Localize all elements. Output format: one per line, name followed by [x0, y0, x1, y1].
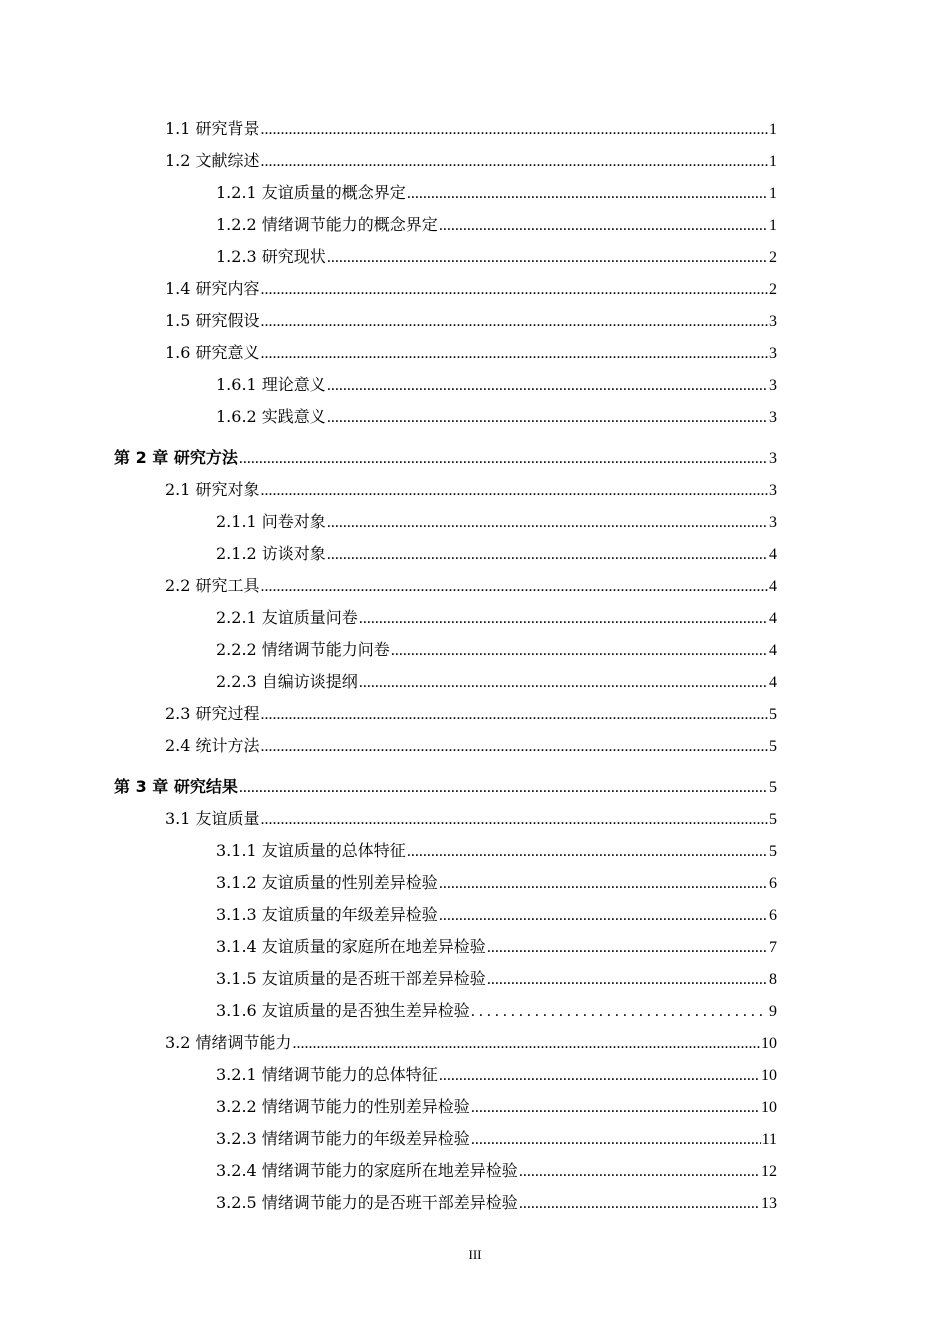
- toc-entry-page: 6: [769, 907, 777, 924]
- toc-leader-dots: [327, 242, 768, 274]
- toc-leader-dots: [487, 964, 768, 996]
- toc-entry-title: 1.2.2 情绪调节能力的概念界定: [216, 215, 438, 234]
- toc-entry-page: 3: [769, 514, 777, 531]
- toc-leader-dots: [293, 1028, 760, 1060]
- toc-leader-dots: [519, 1188, 760, 1220]
- toc-entry-title: 1.5 研究假设: [165, 311, 260, 330]
- toc-entry-page: 5: [769, 779, 777, 796]
- toc-entry-title: 第 3 章 研究结果: [114, 777, 238, 796]
- toc-entry-page: 10: [761, 1099, 777, 1116]
- toc-entry-title: 3.1.3 友谊质量的年级差异检验: [216, 905, 438, 924]
- toc-entry-title: 2.3 研究过程: [165, 704, 260, 723]
- toc-entry-page: 4: [769, 610, 777, 627]
- toc-entry-title: 3.2 情绪调节能力: [165, 1033, 292, 1052]
- toc-entry[interactable]: [0, 1091, 777, 1123]
- toc-entry-title: 1.1 研究背景: [165, 119, 260, 138]
- toc-leader-dots: [439, 900, 768, 932]
- toc-leader-dots: [261, 114, 768, 146]
- toc-entry-page: 2: [769, 281, 777, 298]
- toc-entry-title: 3.2.3 情绪调节能力的年级差异检验: [216, 1129, 470, 1148]
- toc-entry[interactable]: [0, 1123, 777, 1155]
- toc-entry-page: 3: [769, 377, 777, 394]
- toc-entry-title: 3.2.1 情绪调节能力的总体特征: [216, 1065, 438, 1084]
- toc-leader-dots: [471, 1124, 761, 1156]
- toc-entry[interactable]: [0, 337, 777, 369]
- toc-chapter-entry[interactable]: [0, 771, 777, 803]
- toc-entry-title: 1.6.2 实践意义: [216, 407, 326, 426]
- toc-entry-title: 2.1 研究对象: [165, 480, 260, 499]
- toc-entry-page: 9: [769, 1003, 777, 1020]
- toc-entry[interactable]: [0, 177, 777, 209]
- toc-entry-page: 10: [761, 1035, 777, 1052]
- toc-leader-dots: [261, 306, 768, 338]
- toc-entry[interactable]: [0, 602, 777, 634]
- toc-entry[interactable]: [0, 963, 777, 995]
- toc-entry-page: 13: [761, 1195, 777, 1212]
- toc-leader-dots: [327, 507, 768, 539]
- toc-entry[interactable]: [0, 113, 777, 145]
- toc-entry-title: 1.2.1 友谊质量的概念界定: [216, 183, 406, 202]
- toc-entry-page: 4: [769, 642, 777, 659]
- toc-entry-title: 3.1.2 友谊质量的性别差异检验: [216, 873, 438, 892]
- toc-leader-dots: [487, 932, 768, 964]
- toc-entry-title: 1.4 研究内容: [165, 279, 260, 298]
- toc-entry-page: 5: [769, 843, 777, 860]
- toc-entry-page: 3: [769, 345, 777, 362]
- toc-leader-dots: [327, 370, 768, 402]
- toc-leader-dots: [239, 772, 768, 804]
- toc-entry-page: 3: [769, 482, 777, 499]
- toc-leader-dots: [519, 1156, 760, 1188]
- toc-leader-dots: [359, 667, 768, 699]
- toc-entry-title: 3.1.5 友谊质量的是否班干部差异检验: [216, 969, 486, 988]
- table-of-contents: [0, 113, 950, 1219]
- toc-leader-dots: [327, 539, 768, 571]
- toc-entry-page: 12: [761, 1163, 777, 1180]
- toc-leader-dots: [391, 635, 768, 667]
- toc-leader-dots: [261, 146, 768, 178]
- toc-leader-dots: [471, 1092, 760, 1124]
- toc-entry[interactable]: [0, 899, 777, 931]
- toc-leader-dots: [261, 699, 768, 731]
- toc-entry-title: 3.1.6 友谊质量的是否独生差异检验: [216, 1001, 470, 1020]
- toc-leader-dots: [327, 402, 768, 434]
- toc-entry[interactable]: [0, 506, 777, 538]
- toc-entry[interactable]: [0, 995, 777, 1027]
- toc-entry-page: 3: [769, 409, 777, 426]
- toc-entry-page: 6: [769, 875, 777, 892]
- toc-entry-page: 2: [769, 249, 777, 266]
- toc-entry-page: 3: [769, 313, 777, 330]
- toc-entry[interactable]: [0, 730, 777, 762]
- toc-entry[interactable]: [0, 1059, 777, 1091]
- toc-entry[interactable]: [0, 369, 777, 401]
- toc-entry-title: 2.2 研究工具: [165, 576, 260, 595]
- toc-entry[interactable]: [0, 1155, 777, 1187]
- toc-entry[interactable]: [0, 474, 777, 506]
- toc-leader-dots: [239, 443, 768, 475]
- toc-entry-title: 1.2.3 研究现状: [216, 247, 326, 266]
- toc-entry[interactable]: [0, 867, 777, 899]
- toc-leader-dots: [261, 475, 768, 507]
- toc-leader-dots: [359, 603, 768, 635]
- toc-leader-dots: [439, 1060, 760, 1092]
- toc-entry-title: 3.1.1 友谊质量的总体特征: [216, 841, 406, 860]
- toc-leader-dots: [471, 996, 768, 1028]
- toc-entry-title: 3.2.4 情绪调节能力的家庭所在地差异检验: [216, 1161, 518, 1180]
- toc-leader-dots: [439, 868, 768, 900]
- toc-entry-title: 3.2.5 情绪调节能力的是否班干部差异检验: [216, 1193, 518, 1212]
- toc-entry-title: 3.1 友谊质量: [165, 809, 260, 828]
- toc-entry-page: 1: [769, 217, 777, 234]
- toc-entry-page: 1: [769, 185, 777, 202]
- toc-entry[interactable]: [0, 666, 777, 698]
- toc-entry[interactable]: [0, 931, 777, 963]
- toc-entry-title: 2.1.1 问卷对象: [216, 512, 326, 531]
- toc-entry-page: 4: [769, 674, 777, 691]
- toc-leader-dots: [261, 571, 768, 603]
- toc-entry-page: 4: [769, 546, 777, 563]
- toc-leader-dots: [261, 274, 768, 306]
- toc-entry[interactable]: [0, 1027, 777, 1059]
- toc-entry-title: 2.2.2 情绪调节能力问卷: [216, 640, 390, 659]
- toc-entry[interactable]: [0, 241, 777, 273]
- toc-entry[interactable]: [0, 835, 777, 867]
- toc-entry-title: 2.1.2 访谈对象: [216, 544, 326, 563]
- toc-entry-title: 3.2.2 情绪调节能力的性别差异检验: [216, 1097, 470, 1116]
- toc-entry-page: 7: [769, 939, 777, 956]
- toc-entry[interactable]: [0, 305, 777, 337]
- toc-entry[interactable]: [0, 803, 777, 835]
- toc-entry-page: 10: [761, 1067, 777, 1084]
- toc-entry[interactable]: [0, 634, 777, 666]
- toc-entry-page: 8: [769, 971, 777, 988]
- toc-entry-title: 1.2 文献综述: [165, 151, 260, 170]
- toc-chapter-entry[interactable]: [0, 442, 777, 474]
- toc-entry[interactable]: [0, 273, 777, 305]
- toc-leader-dots: [439, 210, 768, 242]
- toc-entry-page: 4: [769, 578, 777, 595]
- toc-leader-dots: [407, 178, 768, 210]
- toc-entry-page: 3: [769, 450, 777, 467]
- toc-entry-title: 2.2.1 友谊质量问卷: [216, 608, 358, 627]
- toc-entry-title: 1.6.1 理论意义: [216, 375, 326, 394]
- toc-entry[interactable]: [0, 538, 777, 570]
- toc-leader-dots: [407, 836, 768, 868]
- toc-entry[interactable]: [0, 401, 777, 433]
- toc-entry[interactable]: [0, 145, 777, 177]
- page-number: III: [468, 1247, 482, 1262]
- toc-leader-dots: [261, 731, 768, 763]
- toc-entry-title: 2.4 统计方法: [165, 736, 260, 755]
- toc-entry-title: 第 2 章 研究方法: [114, 448, 238, 467]
- toc-entry-page: 11: [761, 1131, 777, 1148]
- toc-entry[interactable]: [0, 209, 777, 241]
- toc-entry[interactable]: [0, 570, 777, 602]
- toc-entry[interactable]: [0, 698, 777, 730]
- toc-entry-page: 5: [769, 706, 777, 723]
- toc-entry-page: 5: [769, 738, 777, 755]
- toc-leader-dots: [261, 804, 768, 836]
- toc-entry-title: 1.6 研究意义: [165, 343, 260, 362]
- toc-entry[interactable]: [0, 1187, 777, 1219]
- toc-leader-dots: [261, 338, 768, 370]
- toc-entry-page: 5: [769, 811, 777, 828]
- toc-entry-title: 2.2.3 自编访谈提纲: [216, 672, 358, 691]
- toc-entry-title: 3.1.4 友谊质量的家庭所在地差异检验: [216, 937, 486, 956]
- toc-entry-page: 1: [769, 121, 777, 138]
- toc-entry-page: 1: [769, 153, 777, 170]
